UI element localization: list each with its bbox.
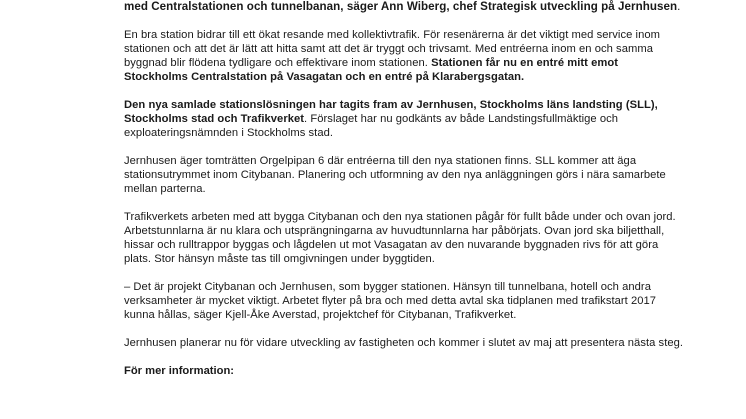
quote-lead-tail: . [677, 0, 681, 13]
press-release-body [124, 0, 684, 378]
station-solution-bold: Den nya samlade stationslösningen har tagits fram av Jernhusen, Stockholms läns landsting (SLL), Stockholms stad och Trafikverket [124, 98, 658, 125]
station-benefits-paragraph [124, 28, 684, 84]
construction-paragraph: Trafikverkets arbeten med att bygga Citybanan och den nya stationen pågår för fullt både under och ovan jord. Arbetstunnlarna är nu klara och utsprängningarna av huvudtunnlarna har påbörjats. Ovan jord ska biljetthall, hissar och rulltrappor byggas och lågdelen ut mot Vasagatan av den nuvarande byggnaden rivs för att göra plats. Stor hänsyn måste tas till omgivningen under byggtiden. [124, 210, 676, 265]
station-solution-text: . Förslaget har nu godkänts av både Landstingsfullmäktige och exploateringsnämnden i Stockholms stad. [124, 112, 619, 139]
project-quote-paragraph: – Det är projekt Citybanan och Jernhusen, som bygger stationen. Hänsyn till tunnelbana, hotell och andra verksamheter är mycket viktigt. Arbetet flyter på bra och med detta avtal ska tidplanen med trafikstart 2017 kunna hållas, säger Kjell-Åke Averstad, projektchef för Citybanan, Trafikverket. [124, 280, 657, 321]
station-benefits-text: En bra station bidrar till ett ökat resande med kollektivtrafik. För resenärerna är det viktigt med service inom stationen och att det är lätt att hitta samt att det är tryggt och trivsamt. Med entréerna inom en och samma byggnad blir flödena tydligare och effektivare inom stationen. [124, 28, 660, 69]
quote-lead-paragraph [124, 0, 684, 14]
more-info-heading: För mer information: [124, 364, 235, 377]
station-entrances-bold: Stationen får nu en entré mitt emot Stockholms Centralstation på Vasagatan och en entré på Klarabergsgatan. [124, 56, 619, 83]
station-solution-paragraph [124, 98, 684, 140]
ownership-paragraph: Jernhusen äger tomträtten Orgelpipan 6 där entréerna till den nya stationen finns. SLL kommer att äga stationsutrymmet inom Citybanan. Planering och utformning av den nya anläggningen görs i nära samarbete mellan parterna. [124, 154, 666, 195]
quote-lead-bold: med Centralstationen och tunnelbanan, säger Ann Wiberg, chef Strategisk utveckling på Jernhusen [124, 0, 678, 13]
next-steps-paragraph: Jernhusen planerar nu för vidare utveckling av fastigheten och kommer i slutet av maj att presentera nästa steg. [124, 336, 684, 349]
